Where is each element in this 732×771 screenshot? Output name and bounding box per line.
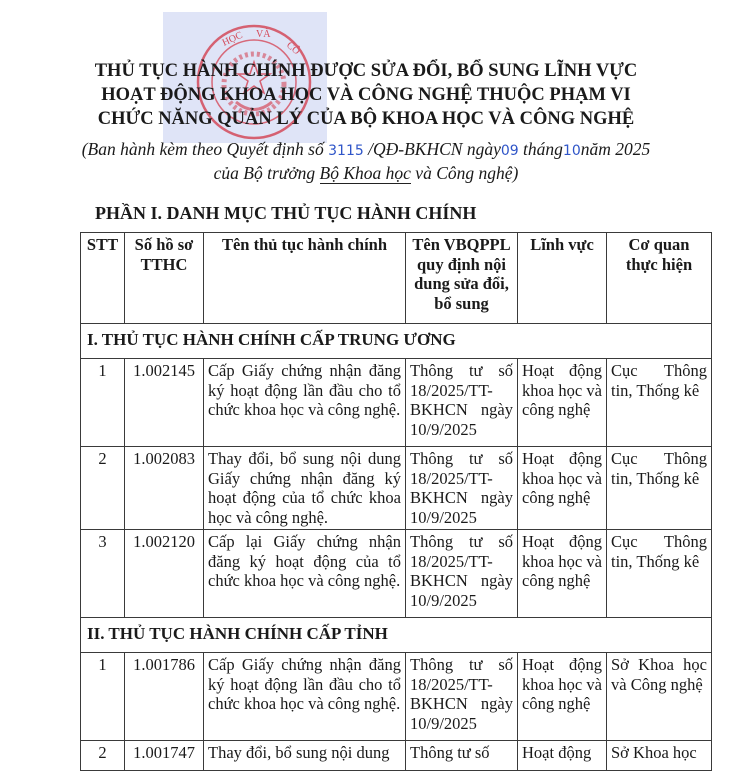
cell-linh-vuc: Hoạt động khoa học và công nghệ — [518, 530, 607, 618]
cell-ten-thu-tuc: Thay đổi, bổ sung nội dung Giấy chứng nhận đăng ký hoạt động của tổ chức khoa học và công nghệ. — [204, 447, 406, 530]
subtitle-underlined: Bộ Khoa học — [319, 163, 411, 183]
title-line-3: CHỨC NĂNG QUẢN LÝ CỦA BỘ KHOA HỌC VÀ CÔNG NGHỆ — [97, 109, 635, 129]
cell-co-quan: Cục Thông tin, Thống kê — [607, 447, 712, 530]
cell-vbqppl: Thông tư số 18/2025/TT-BKHCN ngày 10/9/2025 — [406, 653, 518, 741]
cell-linh-vuc: Hoạt động — [518, 741, 607, 771]
title-line-1: THỦ TỤC HÀNH CHÍNH ĐƯỢC SỬA ĐỔI, BỔ SUNG LĨNH VỰC — [94, 61, 638, 81]
svg-text:CÔ: CÔ — [284, 39, 302, 58]
procedures-table — [80, 232, 712, 771]
handwritten-day: 09 — [500, 143, 519, 159]
section-title: I. THỦ TỤC HÀNH CHÍNH CẤP TRUNG ƯƠNG — [81, 324, 712, 359]
svg-text:HỌC: HỌC — [220, 29, 245, 49]
subtitle-mid2: tháng — [518, 139, 563, 159]
subtitle-line2-b: và Công nghệ) — [410, 163, 519, 183]
cell-linh-vuc: Hoạt động khoa học và công nghệ — [518, 447, 607, 530]
document-title — [0, 59, 732, 131]
cell-stt: 3 — [81, 530, 125, 618]
cell-stt: 2 — [81, 447, 125, 530]
subtitle-suffix: năm 2025 — [580, 139, 651, 159]
table-row — [81, 359, 712, 447]
cell-so-ho-so: 1.002145 — [125, 359, 204, 447]
cell-co-quan: Sở Khoa học — [607, 741, 712, 771]
table-row — [81, 447, 712, 530]
cell-ten-thu-tuc: Cấp Giấy chứng nhận đăng ký hoạt động lần đầu cho tổ chức khoa học và công nghệ. — [204, 359, 406, 447]
cell-linh-vuc: Hoạt động khoa học và công nghệ — [518, 653, 607, 741]
table-row — [81, 530, 712, 618]
cell-co-quan: Cục Thông tin, Thống kê — [607, 359, 712, 447]
subtitle-line-1 — [0, 138, 732, 162]
handwritten-month: 10 — [562, 143, 581, 159]
header-stt: STT — [81, 233, 125, 324]
cell-so-ho-so: 1.001747 — [125, 741, 204, 771]
header-so-ho-so: Số hồ sơ TTHC — [125, 233, 204, 324]
cell-vbqppl: Thông tư số 18/2025/TT-BKHCN ngày 10/9/2025 — [406, 530, 518, 618]
svg-text:VÀ: VÀ — [256, 29, 271, 40]
cell-so-ho-so: 1.002083 — [125, 447, 204, 530]
cell-so-ho-so: 1.001786 — [125, 653, 204, 741]
cell-linh-vuc: Hoạt động khoa học và công nghệ — [518, 359, 607, 447]
section-title: II. THỦ TỤC HÀNH CHÍNH CẤP TỈNH — [81, 618, 712, 653]
section-row-provincial — [81, 618, 712, 653]
table-row — [81, 741, 712, 771]
cell-co-quan: Sở Khoa học và Công nghệ — [607, 653, 712, 741]
document-subtitle — [0, 138, 732, 184]
cell-ten-thu-tuc: Thay đổi, bổ sung nội dung — [204, 741, 406, 771]
cell-ten-thu-tuc: Cấp Giấy chứng nhận đăng ký hoạt động lần đầu cho tổ chức khoa học và công nghệ. — [204, 653, 406, 741]
section-row-central — [81, 324, 712, 359]
table-header-row — [81, 233, 712, 324]
header-co-quan: Cơ quan thực hiện — [607, 233, 712, 324]
cell-stt: 1 — [81, 359, 125, 447]
header-ten-thu-tuc: Tên thủ tục hành chính — [204, 233, 406, 324]
cell-stt: 2 — [81, 741, 125, 771]
subtitle-mid1: /QĐ-BKHCN ngày — [363, 139, 501, 159]
cell-so-ho-so: 1.002120 — [125, 530, 204, 618]
cell-stt: 1 — [81, 653, 125, 741]
subtitle-line-2 — [0, 162, 732, 184]
part-title: PHẦN I. DANH MỤC THỦ TỤC HÀNH CHÍNH — [95, 203, 477, 223]
table-row — [81, 653, 712, 741]
subtitle-prefix: (Ban hành kèm theo Quyết định số — [81, 139, 329, 159]
cell-vbqppl: Thông tư số — [406, 741, 518, 771]
subtitle-line2-a: của Bộ trưởng — [213, 163, 320, 183]
header-vbqppl: Tên VBQPPL quy định nội dung sửa đổi, bổ sung — [406, 233, 518, 324]
handwritten-decision-number: 3115 — [328, 143, 364, 159]
cell-ten-thu-tuc: Cấp lại Giấy chứng nhận đăng ký hoạt động của tổ chức khoa học và công nghệ. — [204, 530, 406, 618]
cell-vbqppl: Thông tư số 18/2025/TT-BKHCN ngày 10/9/2025 — [406, 447, 518, 530]
cell-vbqppl: Thông tư số 18/2025/TT-BKHCN ngày 10/9/2025 — [406, 359, 518, 447]
header-linh-vuc: Lĩnh vực — [518, 233, 607, 324]
title-line-2: HOẠT ĐỘNG KHOA HỌC VÀ CÔNG NGHỆ THUỘC PHẠM VI — [101, 85, 631, 105]
cell-co-quan: Cục Thông tin, Thống kê — [607, 530, 712, 618]
